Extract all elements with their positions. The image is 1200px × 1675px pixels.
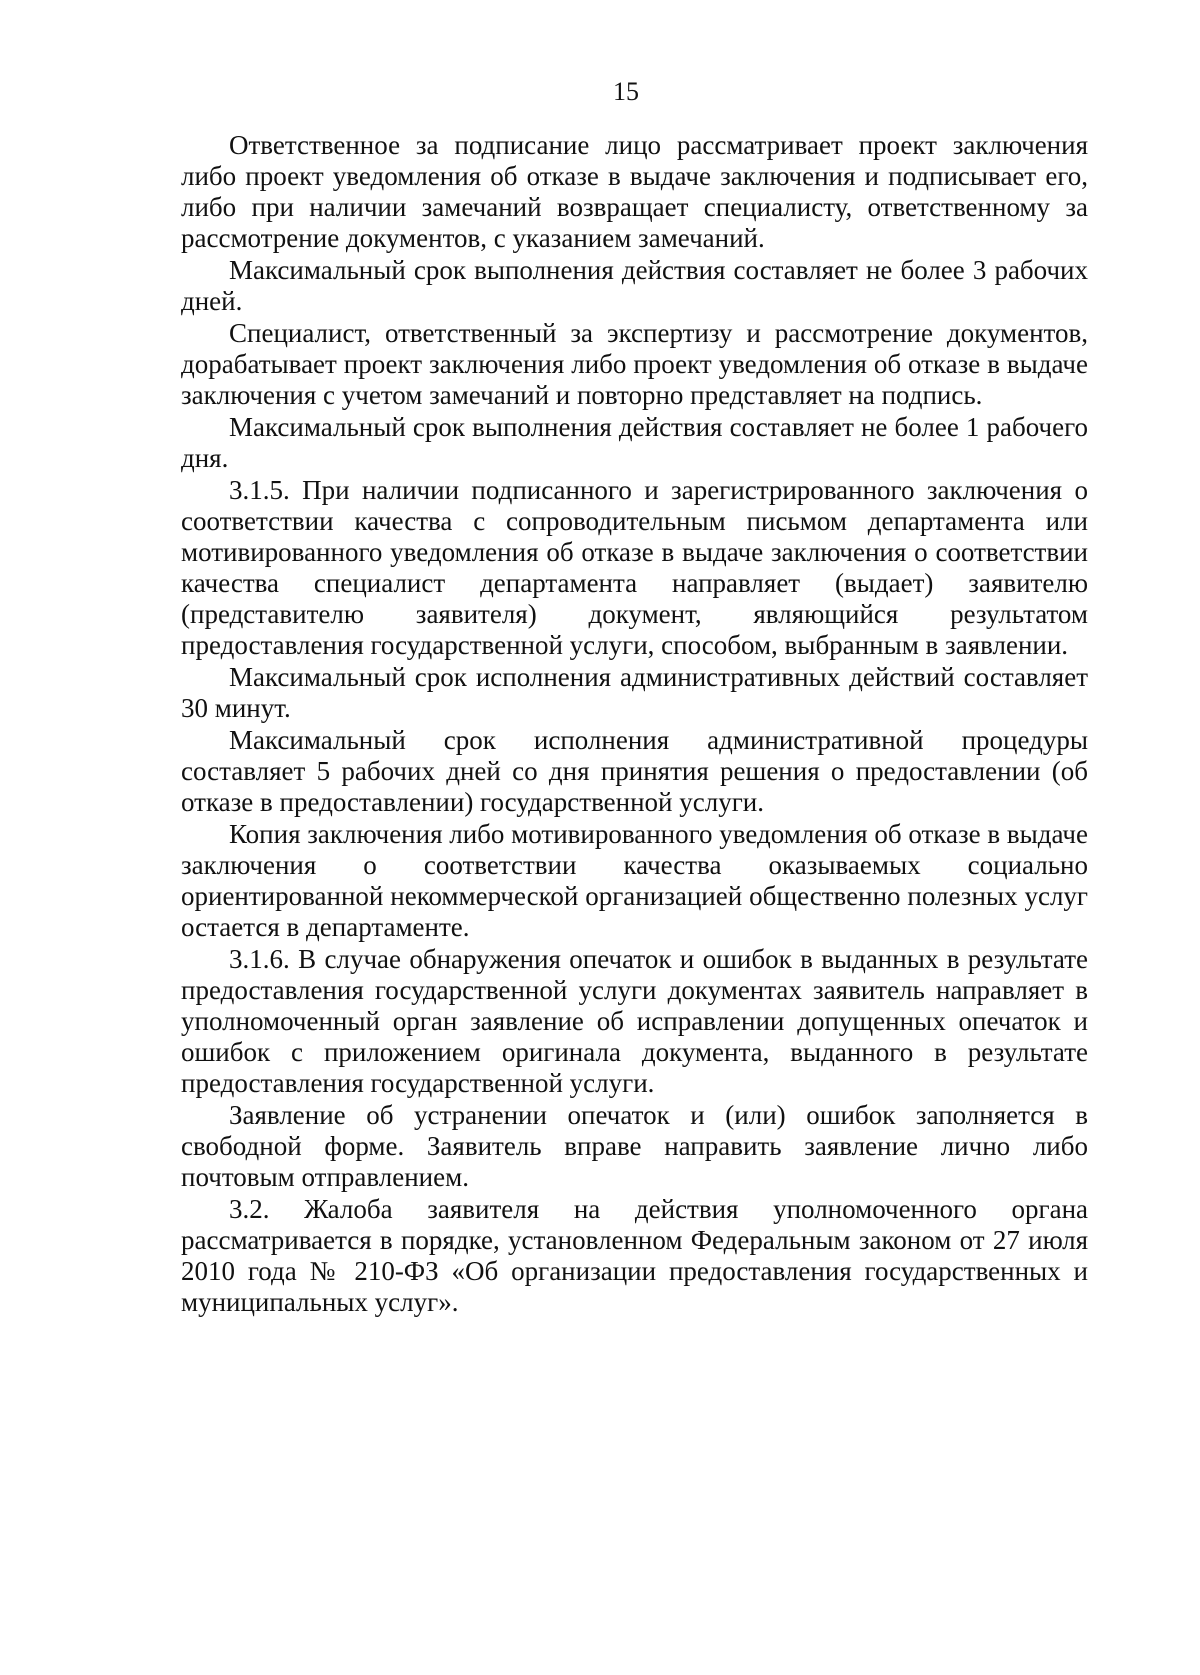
document-body [181, 130, 1088, 1319]
paragraph-section-3-1-5: 3.1.5. При наличии подписанного и зарегистрированного заключения о соответствии качества с сопроводительным письмом департамента или мотивированного уведомления об отказе в выдаче заключения о соответствии качества специалист департамента направляет (выдает) заявителю (представителю заявителя) документ, являющийся результатом предоставления государственной услуги, способом, выбранным в заявлении. [181, 475, 1088, 660]
paragraph-section-3-2: 3.2. Жалоба заявителя на действия уполномоченного органа рассматривается в порядке, установленном Федеральным законом от 27 июля 2010 года № 210-ФЗ «Об организации предоставления государственных и муниципальных услуг». [181, 1194, 1088, 1317]
paragraph-deadline-1-day: Максимальный срок выполнения действия составляет не более 1 рабочего дня. [181, 412, 1088, 473]
paragraph-specialist-revision: Специалист, ответственный за экспертизу и рассмотрение документов, дорабатывает проект заключения либо проект уведомления об отказе в выдаче заключения с учетом замечаний и повторно представляет на подпись. [181, 318, 1088, 410]
paragraph-deadline-30-minutes: Максимальный срок исполнения административных действий составляет 30 минут. [181, 662, 1088, 723]
paragraph-signing-review: Ответственное за подписание лицо рассматривает проект заключения либо проект уведомления об отказе в выдаче заключения и подписывает его, либо при наличии замечаний возвращает специалисту, ответственному за рассмотрение документов, с указанием замечаний. [181, 130, 1088, 253]
paragraph-correction-request: Заявление об устранении опечаток и (или) ошибок заполняется в свободной форме. Заявитель вправе направить заявление лично либо почтовым отправлением. [181, 1100, 1088, 1192]
paragraph-copy-retained: Копия заключения либо мотивированного уведомления об отказе в выдаче заключения о соответствии качества оказываемых социально ориентированной некоммерческой организацией общественно полезных услуг остается в департаменте. [181, 819, 1088, 942]
page-number: 15 [613, 77, 639, 106]
paragraph-deadline-5-days: Максимальный срок исполнения административной процедуры составляет 5 рабочих дней со дня принятия решения о предоставлении (об отказе в предоставлении) государственной услуги. [181, 725, 1088, 817]
paragraph-deadline-3-days: Максимальный срок выполнения действия составляет не более 3 рабочих дней. [181, 255, 1088, 316]
paragraph-section-3-1-6: 3.1.6. В случае обнаружения опечаток и ошибок в выданных в результате предоставления государственной услуги документах заявитель направляет в уполномоченный орган заявление об исправлении допущенных опечаток и ошибок с приложением оригинала документа, выданного в результате предоставления государственной услуги. [181, 944, 1088, 1098]
